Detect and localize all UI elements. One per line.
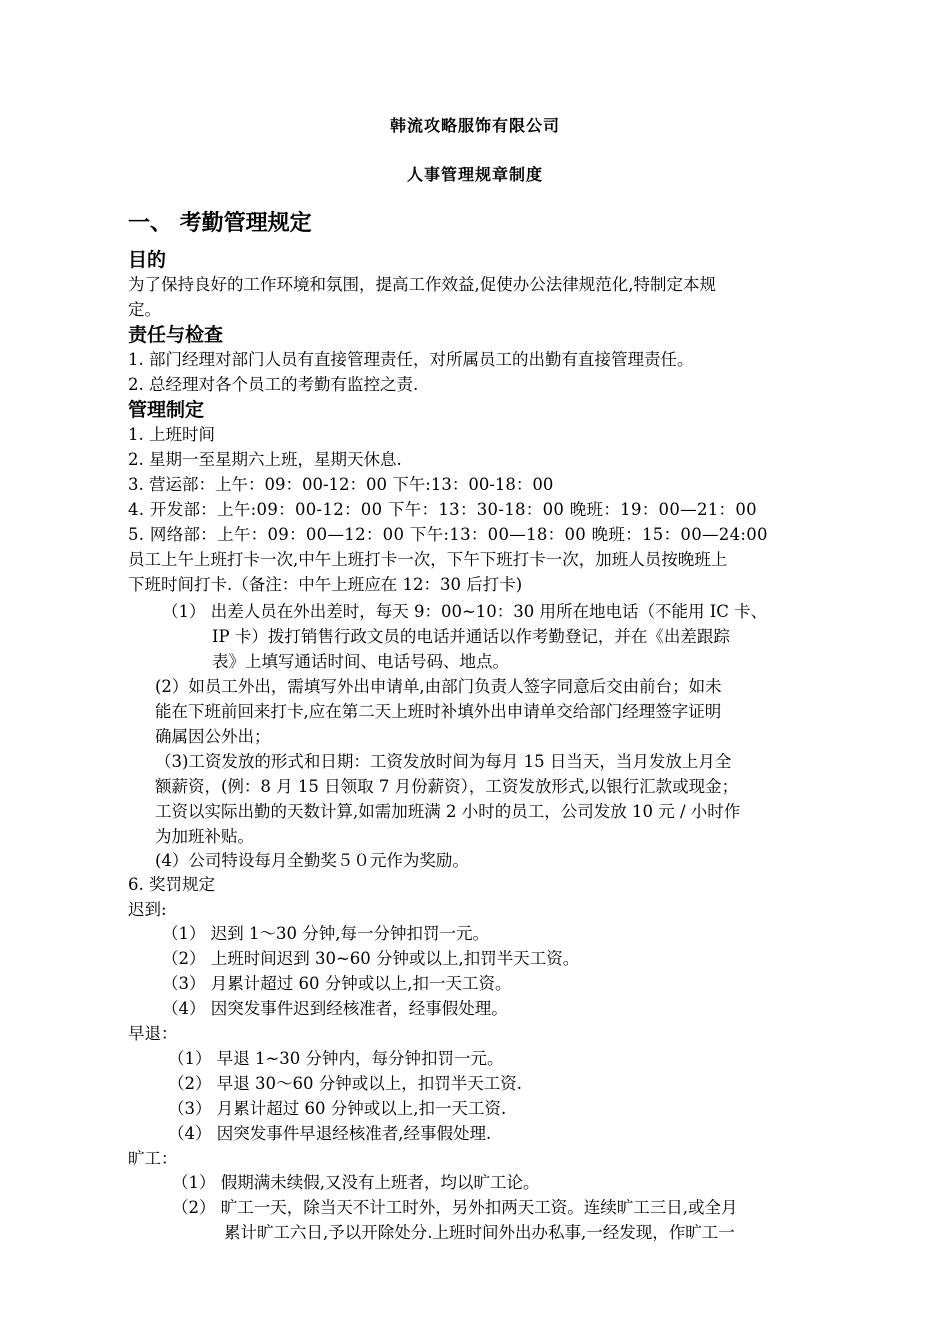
outing-rule: 能在下班前回来打卡,应在第二天上班时补填外出申请单交给部门经理签字证明 [155, 702, 722, 721]
attendance-bonus-rule: (4）公司特设每月全勤奖５０元作为奖励。 [155, 851, 469, 870]
absence-heading: 旷工： [128, 1149, 178, 1168]
management-item: 1. 上班时间 [128, 425, 215, 444]
early-leave-heading: 早退： [128, 1024, 178, 1043]
clock-in-text-line: 员工上午上班打卡一次,中午上班打卡一次，下午下班打卡一次，加班人员按晚班上 [128, 550, 728, 569]
management-heading: 管理制定 [128, 399, 205, 421]
outing-rule: (2）如员工外出，需填写外出申请单,由部门负责人签字同意后交由前台；如未 [155, 677, 722, 696]
early-leave-rule: （4） 因突发事件早退经核准者,经事假处理. [168, 1124, 492, 1143]
management-item: 4. 开发部：上午:09：00-12：00 下午：13：30-18：00 晚班：19：00—21：00 [128, 500, 757, 519]
responsibility-heading: 责任与检查 [128, 324, 224, 346]
responsibility-item: 2. 总经理对各个员工的考勤有监控之责. [128, 375, 419, 394]
late-rule: （1） 迟到 1～30 分钟,每一分钟扣罚一元。 [162, 924, 489, 943]
purpose-text-line: 为了保持良好的工作环境和氛围，提高工作效益,促使办公法律规范化,特制定本规 [128, 275, 716, 294]
purpose-heading: 目的 [128, 249, 167, 271]
outing-rule: 确属因公外出； [155, 727, 271, 746]
document-title: 人事管理规章制度 [406, 165, 543, 184]
late-rule: （3） 月累计超过 60 分钟或以上,扣一天工资。 [162, 974, 512, 993]
absence-rule: 累计旷工六日,予以开除处分.上班时间外出办私事,一经发现，作旷工一 [224, 1223, 735, 1242]
payroll-rule: 工资以实际出勤的天数计算,如需加班满 2 小时的员工，公司发放 10 元 / 小时作 [155, 802, 741, 821]
absence-rule: （2） 旷工一天，除当天不计工时外，另外扣两天工资。连续旷工三日,或全月 [172, 1198, 738, 1217]
early-leave-rule: （3） 月累计超过 60 分钟或以上,扣一天工资. [168, 1099, 507, 1118]
late-rule: （4） 因突发事件迟到经核准者，经事假处理。 [162, 999, 508, 1018]
payroll-rule: 额薪资，(例：8 月 15 日领取 7 月份薪资），工资发放形式,以银行汇款或现金； [155, 777, 739, 796]
early-leave-rule: （1） 早退 1~30 分钟内，每分钟扣罚一元。 [168, 1049, 504, 1068]
late-heading: 迟到: [128, 900, 167, 919]
business-trip-rule: （1） 出差人员在外出差时，每天 9：00~10：30 用所在地电话（不能用 IC 卡、 [162, 602, 768, 621]
management-item: 5. 网络部：上午：09：00—12：00 下午:13：00—18：00 晚班：15：00—24:00 [128, 525, 768, 544]
section-heading: 一、 考勤管理规定 [128, 211, 312, 236]
payroll-rule: （3)工资发放的形式和日期：工资发放时间为每月 15 日当天，当月发放上月全 [155, 752, 732, 771]
late-rule: （2） 上班时间迟到 30~60 分钟或以上,扣罚半天工资。 [162, 949, 580, 968]
payroll-rule: 为加班补贴。 [155, 827, 254, 846]
business-trip-rule: 表》上填写通话时间、电话号码、地点。 [212, 652, 509, 671]
company-title: 韩流攻略服饰有限公司 [389, 116, 560, 135]
business-trip-rule: IP 卡）拨打销售行政文员的电话并通话以作考勤登记，并在《出差跟踪 [212, 627, 730, 646]
clock-in-text-line: 下班时间打卡.（备注：中午上班应在 12：30 后打卡) [128, 575, 523, 594]
absence-rule: （1） 假期满未续假,又没有上班者，均以旷工论。 [172, 1173, 540, 1192]
early-leave-rule: （2） 早退 30～60 分钟或以上，扣罚半天工资. [168, 1074, 522, 1093]
purpose-text-line: 定。 [128, 300, 161, 319]
management-item: 2. 星期一至星期六上班，星期天休息. [128, 450, 402, 469]
management-item: 3. 营运部：上午：09：00-12：00 下午:13：00-18：00 [128, 475, 554, 494]
management-item: 6. 奖罚规定 [128, 875, 215, 894]
responsibility-item: 1. 部门经理对部门人员有直接管理责任，对所属员工的出勤有直接管理责任。 [128, 350, 694, 369]
